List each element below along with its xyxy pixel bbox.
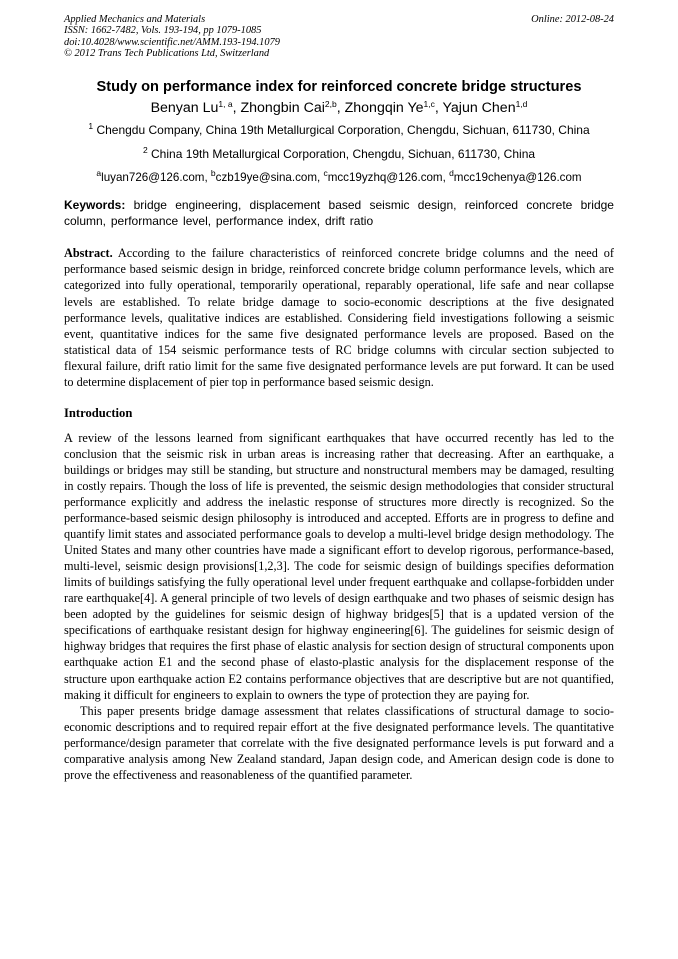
author-affiliation-mark: 2,b [324,99,337,110]
keywords-text: bridge engineering, displacement based seismic design, reinforced concrete bridge column, performance level, performance index, drift ratio [64,198,614,228]
author-list: Benyan Lu$^{1, a}$, Zhongbin Cai$^{2,b}$, Zhongqin Ye$^{1,c}$, Yajun Chen$^{1,d}$ [150,99,528,117]
email-address[interactable]: czb19ye@sina.com, [215,171,321,185]
paper-title: Study on performance index for reinforced concrete bridge structures [96,79,582,96]
author-affiliation-mark: 1, a [218,99,233,110]
introduction-paragraph: This paper presents bridge damage assessment that relates classifications of structural damage to socio-economic descriptions and to required repair effort at the five designated performance levels. The quantitative performance/design parameter that correlate with the five designated performance levels is put forward and a comparative analysis among New Zealand standard, Japan design code, and American design code is done to prove the effectiveness and reasonableness of the quantified parameter. [64,703,614,782]
keywords [64,198,614,229]
email-address[interactable]: mcc19yzhq@126.com, [327,171,446,185]
email-mark: b [210,168,216,179]
publication-header [64,14,614,59]
author-name: Zhongbin Cai [240,100,325,117]
author-affiliation-mark: 1,c [423,99,435,110]
affiliation-text: Chengdu Company, China 19th Metallurgical Corporation, Chengdu, Sichuan, 611730, China [96,123,590,138]
author-affiliation-mark: 1,d [515,99,528,110]
keywords-label: Keywords: [64,198,126,213]
email-address[interactable]: mcc19chenya@126.com [453,171,582,185]
email-mark: c [323,168,328,179]
email-mark: d [449,168,454,179]
affiliation [64,123,614,138]
email-mark: a [96,168,102,179]
abstract-text: According to the failure characteristics of reinforced concrete bridge columns and the need of performance based seismic design in bridge, reinforced concrete bridge column performance levels, which are categorized into fully operational, temporarily operational, reparably operational, life safe and near collapse levels are established. To relate bridge damage to socio-economic descriptions at the five designated performance levels, qualitative indices are established. Considering field investigations following a seismic event, quantitative indices for the same five designated performance levels are proposed. Based on the statistical data of 154 seismic performance tests of RC bridge columns with circular section subjected to flexural failure, drift ratio limit for the same five designated performance levels are put forward. It can be used to determine displacement of pier top in performance based seismic design. [64,246,614,389]
email-address[interactable]: luyan726@126.com, [101,171,208,185]
author-name: Zhongqin Ye [344,100,424,117]
section-heading-introduction: Introduction [64,405,133,420]
issn-line: ISSN: 1662-7482, Vols. 193-194, pp 1079-1085 [64,25,262,37]
affiliation-mark: 2 [142,145,148,156]
copyright-line: © 2012 Trans Tech Publications Ltd, Switzerland [64,47,270,59]
abstract-label: Abstract. [64,246,113,261]
doi-line: doi:10.4028/www.scientific.net/AMM.193-194.1079 [64,36,280,48]
email-list [64,170,614,185]
affiliation [64,147,614,162]
journal-name: Applied Mechanics and Materials [64,14,206,25]
introduction-paragraph: A review of the lessons learned from significant earthquakes that have occurred recently has led to the conclusion that the seismic risk in urban areas is increasing rather that decreasing. After an earthquake, a buildings or bridges may still be standing, but structure and nonstructural members may be damaged, resulting in costly repairs. Though the loss of life is prevented, the seismic design methodologies that consider structural performance explicitly and address the inelastic response of structures more directly is recognized. So the performance-based seismic design philosophy is introduced and accepted. Efforts are in progress to define and quantify limit states and associated performance goals to develop a multi-level bridge design methodology. The United States and many other countries have made a significant effort to develop rigorous, performance-based, multi-level, seismic design provisions[1,2,3]. The code for seismic design of buildings specifies deformation limits of buildings satisfying the fully operational level under frequent earthquake and collapse-forbidden under rare earthquake[4]. A general principle of two levels of design earthquake and two phases of seismic design has been adopted by the guidelines for seismic design of highway bridges[5] that is a updated version of the specifications of earthquake resistant design for highway engineering[6]. The guidelines for seismic design of highway bridges that requires the first phase of elastic analysis for section design of structural components upon earthquake action E1 and the second phase of elasto-plastic analysis for the displacement response of the structure upon earthquake action E2 contains performance objectives that are descriptive but are not quantified, making it difficult for engineers to explain to owners the type of protection they are paying for. [64,430,614,702]
author-name: Yajun Chen [442,100,516,117]
abstract [64,245,614,389]
affiliation-text: China 19th Metallurgical Corporation, Chengdu, Sichuan, 611730, China [151,147,536,162]
author-name: Benyan Lu [150,100,219,117]
online-date: Online: 2012-08-24 [531,14,614,25]
affiliation-mark: 1 [88,121,94,132]
